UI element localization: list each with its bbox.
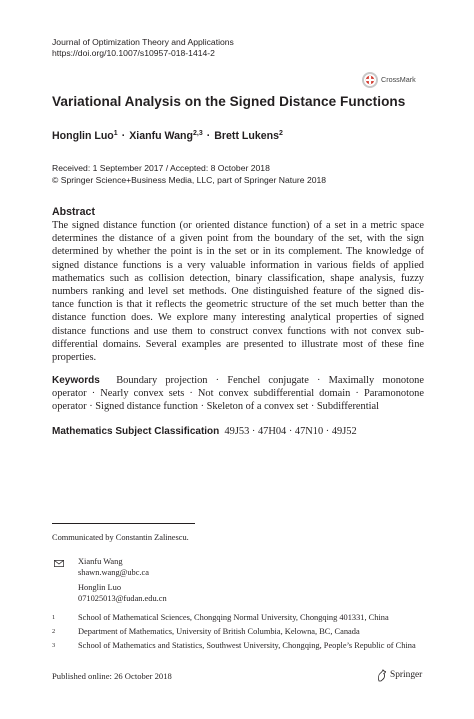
- affiliation-text: Department of Mathematics, University of British Columbia, Kelowna, BC, Canada: [78, 627, 360, 636]
- msc-label: Mathematics Subject Classification: [52, 426, 220, 437]
- communicated-by: Communicated by Constantin Zalinescu.: [52, 533, 189, 542]
- keywords-line: operator · Nearly convex sets · Not convex subdifferential domain · Paramonotone: [52, 388, 424, 400]
- correspondence-entry: [78, 582, 167, 605]
- springer-horse-icon: [376, 669, 388, 682]
- abstract-line: properties.: [52, 351, 97, 363]
- envelope-icon: [54, 560, 64, 567]
- abstract-line: tance function is that it reflects the geometric structure of the set much better than the: [52, 299, 424, 311]
- msc-codes: 49J53 · 47H04 · 47N10 · 49J52: [224, 426, 357, 437]
- author-name: Xianfu Wang: [129, 130, 193, 142]
- author-affiliation-mark: 2,3: [192, 130, 203, 137]
- affiliation-number: 1: [52, 614, 56, 621]
- journal-header: [52, 37, 234, 59]
- crossmark-badge[interactable]: [362, 71, 422, 91]
- received-accepted-dates: Received: 1 September 2017 / Accepted: 8 October 2018: [52, 163, 270, 173]
- publication-dates: [52, 163, 326, 186]
- author-name: Brett Lukens: [214, 130, 280, 142]
- abstract-line: numbers ranking and level set methods. One distinguished feature of the signed dis-: [52, 285, 424, 297]
- paper-title: Variational Analysis on the Signed Distance Functions: [52, 94, 406, 109]
- crossmark-label: CrossMark: [381, 75, 416, 84]
- publisher-name: Springer: [390, 670, 423, 680]
- affiliation-number: 3: [52, 642, 56, 649]
- abstract-line: The signed distance function (or oriented distance function) of a set in a metric space: [52, 220, 424, 231]
- springer-logo: [376, 669, 436, 683]
- author-separator: ·: [206, 130, 211, 142]
- footnote-divider: [52, 523, 195, 524]
- affiliation-text: School of Mathematics and Statistics, Southwest University, Chongqing, People’s Republic of China: [78, 641, 416, 650]
- author-affiliation-mark: 2: [279, 130, 283, 137]
- keywords-label: Keywords: [52, 375, 100, 386]
- abstract-body: [52, 219, 424, 364]
- abstract-line: distance functions and use them to construct convex functions with not convex sub-: [52, 325, 424, 337]
- abstract-line: determined by whether the point is in the set or in its complement. The knowledge of: [52, 246, 424, 258]
- abstract-line: signed distance functions is a very valuable information in various fields of applied: [52, 259, 424, 271]
- copyright-notice: © Springer Science+Business Media, LLC, part of Springer Nature 2018: [52, 174, 327, 185]
- correspondence-entry: [78, 556, 149, 579]
- author-affiliation-mark: 1: [113, 130, 118, 137]
- journal-name: Journal of Optimization Theory and Applications: [52, 37, 234, 47]
- correspondent-email[interactable]: 071025013@fudan.edu.cn: [78, 594, 167, 604]
- abstract-line: mathematics such as collision detection, binary classification, shape analysis, fuzzy: [52, 272, 424, 284]
- affiliation-text: School of Mathematical Sciences, Chongqing Normal University, Chongqing 401331, China: [78, 613, 389, 622]
- msc-block: [52, 426, 357, 437]
- author-separator: ·: [121, 130, 126, 142]
- abstract-heading: Abstract: [52, 206, 95, 218]
- keywords-line: Boundary projection · Fenchel conjugate · Maximally monotone: [116, 375, 424, 386]
- published-online-date: Published online: 26 October 2018: [52, 671, 172, 681]
- affiliation-number: 2: [52, 628, 56, 635]
- author-list: [52, 130, 283, 142]
- crossmark-icon: [362, 72, 378, 88]
- abstract-line: differential domains. Several examples are presented to illustrate most of these fine: [52, 338, 424, 350]
- correspondent-name: Xianfu Wang: [78, 557, 123, 566]
- correspondent-email[interactable]: shawn.wang@ubc.ca: [78, 568, 149, 578]
- doi-link[interactable]: https://doi.org/10.1007/s10957-018-1414-2: [52, 48, 215, 58]
- keywords-block: [52, 374, 424, 414]
- abstract-line: distance function does. We explore many interesting analytical properties of signed: [52, 312, 424, 324]
- author-name: Honglin Luo: [52, 130, 114, 142]
- keywords-line: operator · Signed distance function · Skeleton of a convex set · Subdifferential: [52, 401, 380, 413]
- correspondent-name: Honglin Luo: [78, 583, 122, 592]
- abstract-line: determines the distance of a given point from the boundary of the set, with the sign: [52, 233, 424, 245]
